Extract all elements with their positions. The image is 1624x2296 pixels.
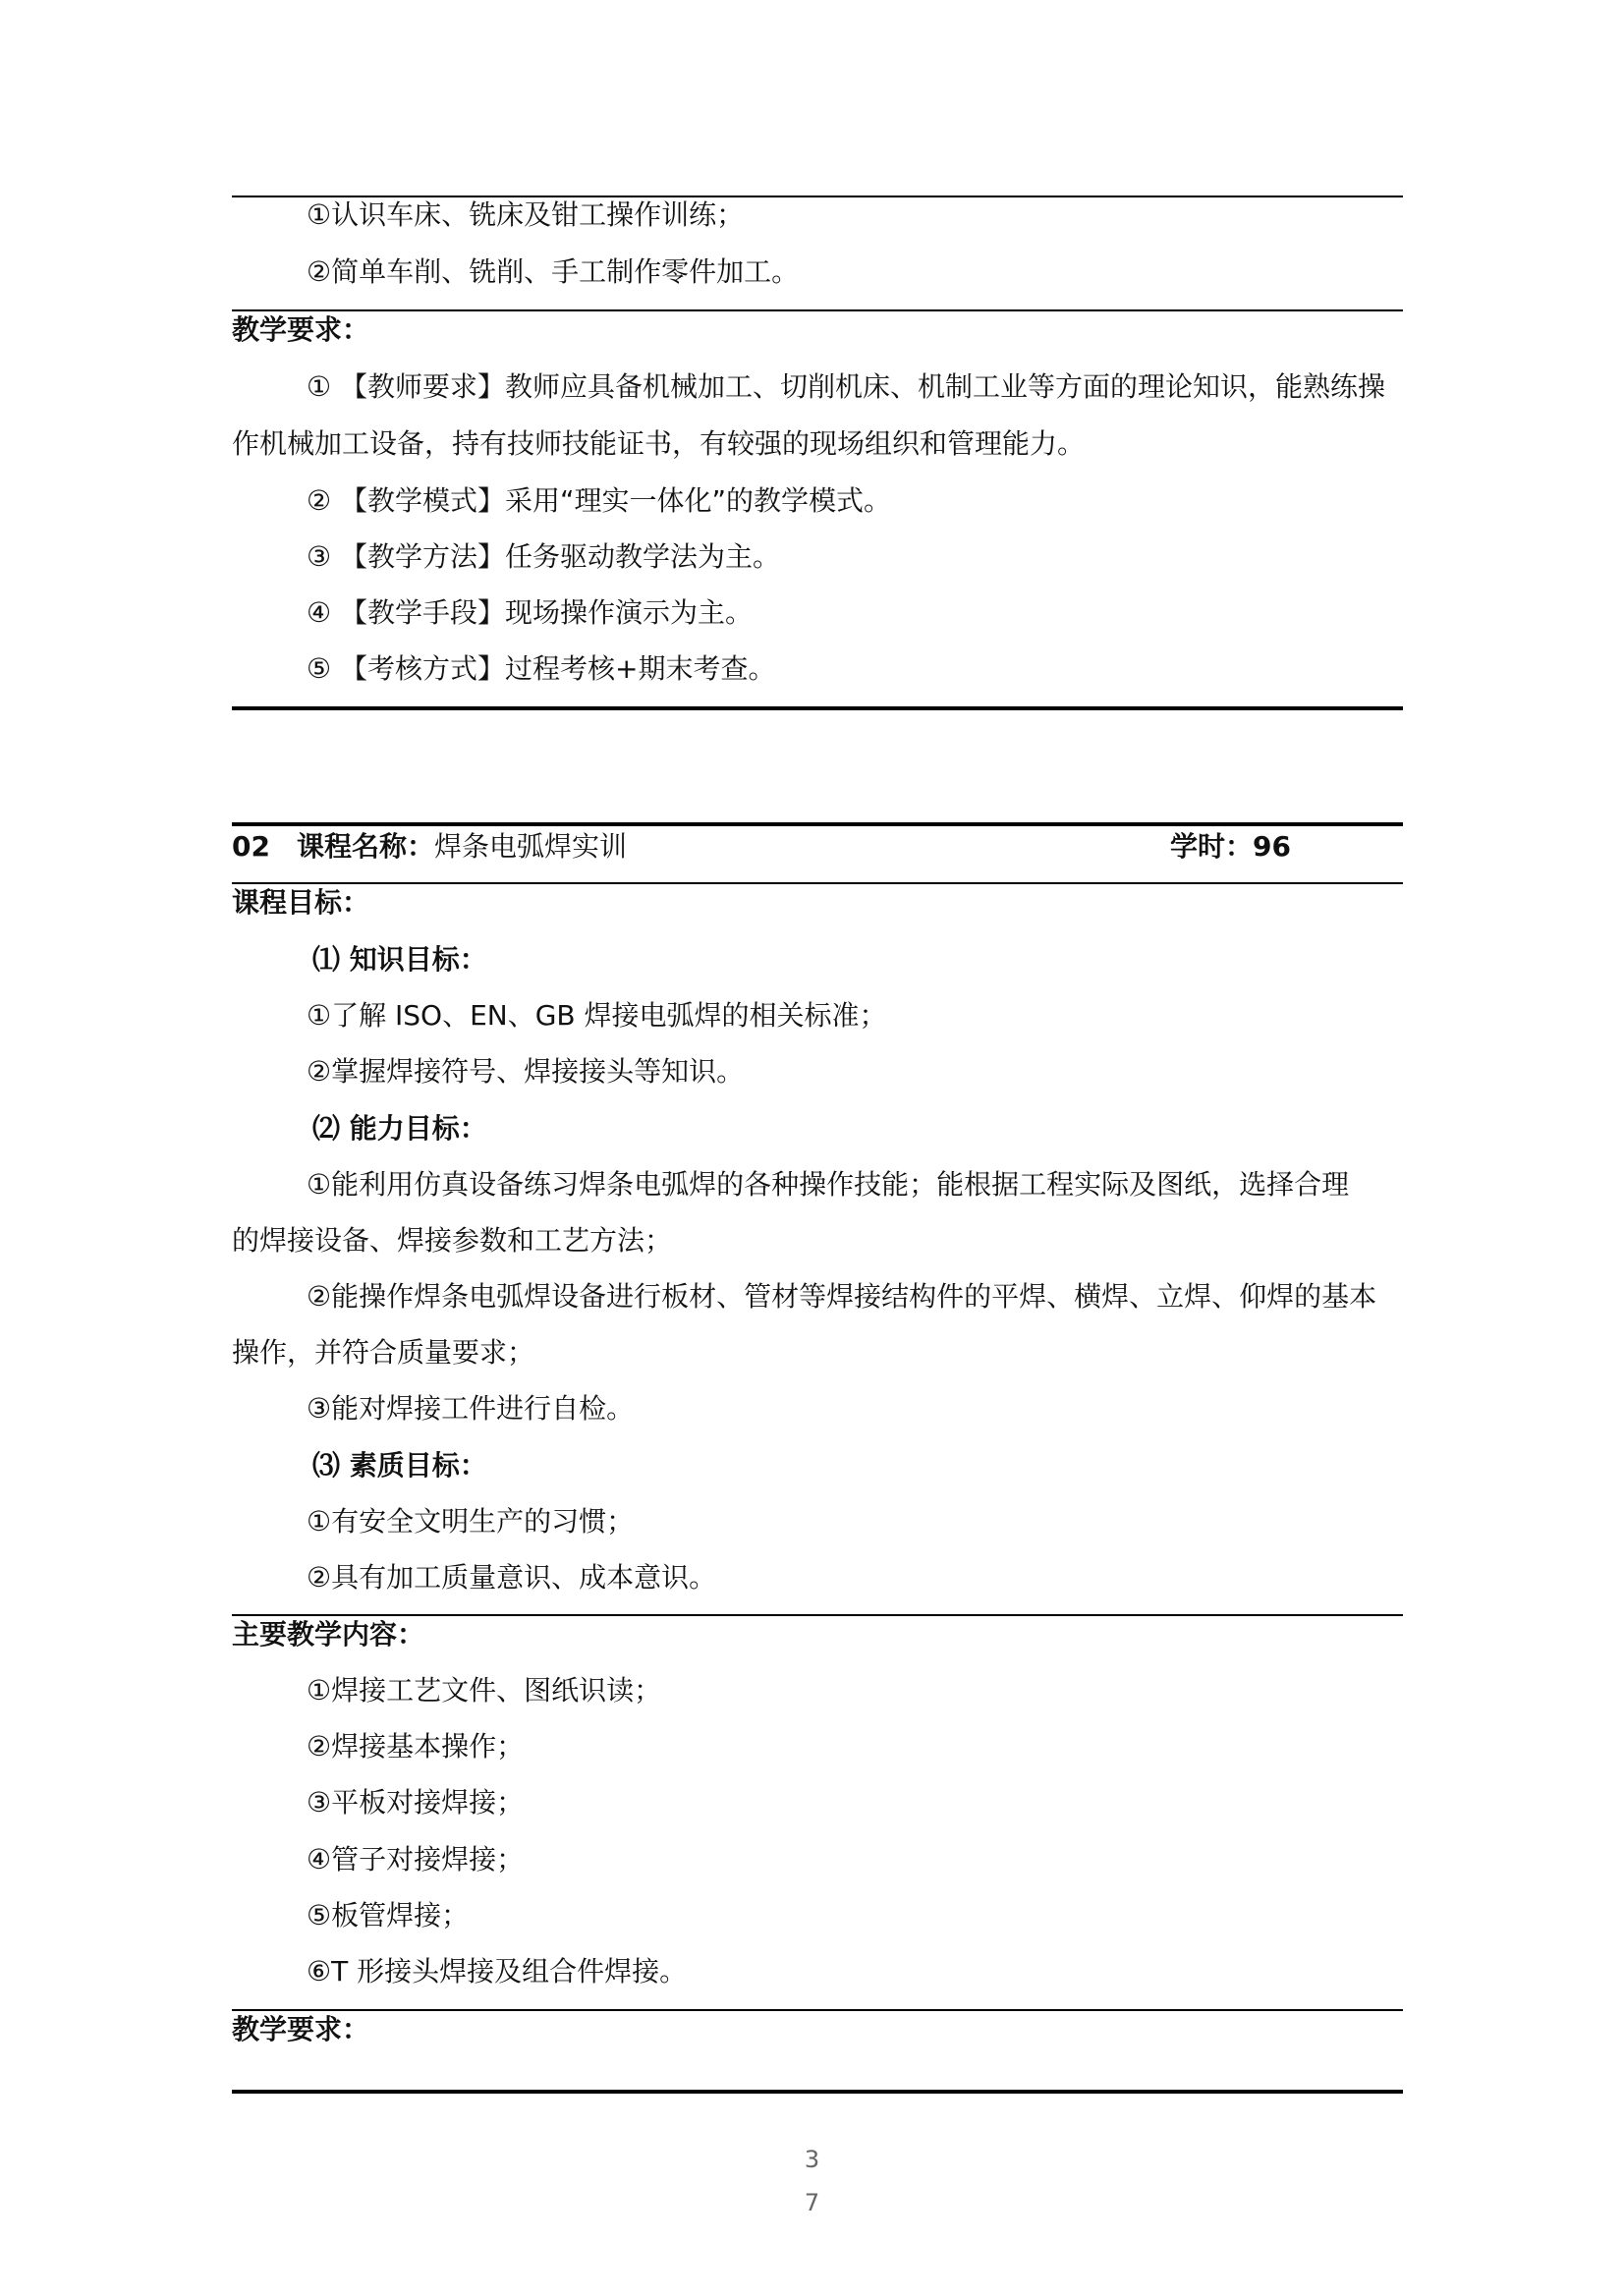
section-heading: 教学要求： (232, 2013, 370, 2045)
section-heading: 教学要求： (232, 313, 370, 346)
course-number: 02 (232, 830, 270, 863)
course-name-label: 课程名称： (297, 830, 435, 863)
list-item: ①认识车床、铣床及钳工操作训练； (307, 198, 745, 231)
subsection-heading: ⑶ 素质目标： (312, 1449, 487, 1482)
list-item: ③能对焊接工件进行自检。 (307, 1392, 635, 1425)
hours-value: 96 (1253, 830, 1291, 863)
hours-label: 学时： (1170, 830, 1254, 863)
list-item: ③平板对接焊接； (307, 1786, 525, 1819)
list-item: ②掌握焊接符号、焊接接头等知识。 (307, 1055, 745, 1088)
table-top-rule (232, 822, 1403, 826)
paragraph-line: 的焊接设备、焊接参数和工艺方法； (232, 1224, 673, 1257)
list-item: ②焊接基本操作； (307, 1730, 525, 1763)
page-number: 3 (804, 2146, 820, 2173)
list-item: ②具有加工质量意识、成本意识。 (307, 1561, 717, 1594)
course-title-row (232, 827, 1403, 867)
list-item: ③ 【教学方法】任务驱动教学法为主。 (307, 540, 781, 573)
list-item: ①有安全文明生产的习惯； (307, 1505, 635, 1538)
list-item: ②简单车削、铣削、手工制作零件加工。 (307, 255, 800, 288)
subsection-heading: ⑵ 能力目标： (312, 1112, 487, 1145)
list-item: ④ 【教学手段】现场操作演示为主。 (307, 596, 754, 629)
page-number-total: 7 (804, 2189, 820, 2216)
list-item: ② 【教学模式】采用“理实一体化”的教学模式。 (307, 484, 892, 517)
course-name: 焊条电弧焊实训 (434, 830, 628, 863)
table-bottom-rule (232, 2090, 1403, 2094)
section-heading: 主要教学内容： (232, 1618, 425, 1651)
list-item: ⑤板管焊接； (307, 1899, 470, 1932)
paragraph-line: ②能操作焊条电弧焊设备进行板材、管材等焊接结构件的平焊、横焊、立焊、仰焊的基本 (307, 1280, 1377, 1313)
section-heading: 课程目标： (232, 886, 370, 919)
subsection-heading: ⑴ 知识目标： (312, 943, 487, 976)
list-item: ④管子对接焊接； (307, 1843, 525, 1876)
course-hours (1170, 827, 1291, 867)
paragraph-line: 操作，并符合质量要求； (232, 1336, 535, 1369)
list-item: ①焊接工艺文件、图纸识读； (307, 1674, 662, 1707)
list-item: ①了解 ISO、EN、GB 焊接电弧焊的相关标准； (307, 999, 887, 1032)
paragraph-line: 作机械加工设备，持有技师技能证书，有较强的现场组织和管理能力。 (232, 427, 1086, 460)
paragraph-line: ① 【教师要求】教师应具备机械加工、切削机床、机制工业等方面的理论知识，能熟练操 (307, 370, 1386, 403)
paragraph-line: ①能利用仿真设备练习焊条电弧焊的各种操作技能；能根据工程实际及图纸，选择合理 (307, 1168, 1350, 1201)
list-item: ⑥T 形接头焊接及组合件焊接。 (307, 1955, 688, 1988)
list-item: ⑤ 【考核方式】过程考核+期末考查。 (307, 652, 776, 685)
table-bottom-rule (232, 706, 1403, 710)
